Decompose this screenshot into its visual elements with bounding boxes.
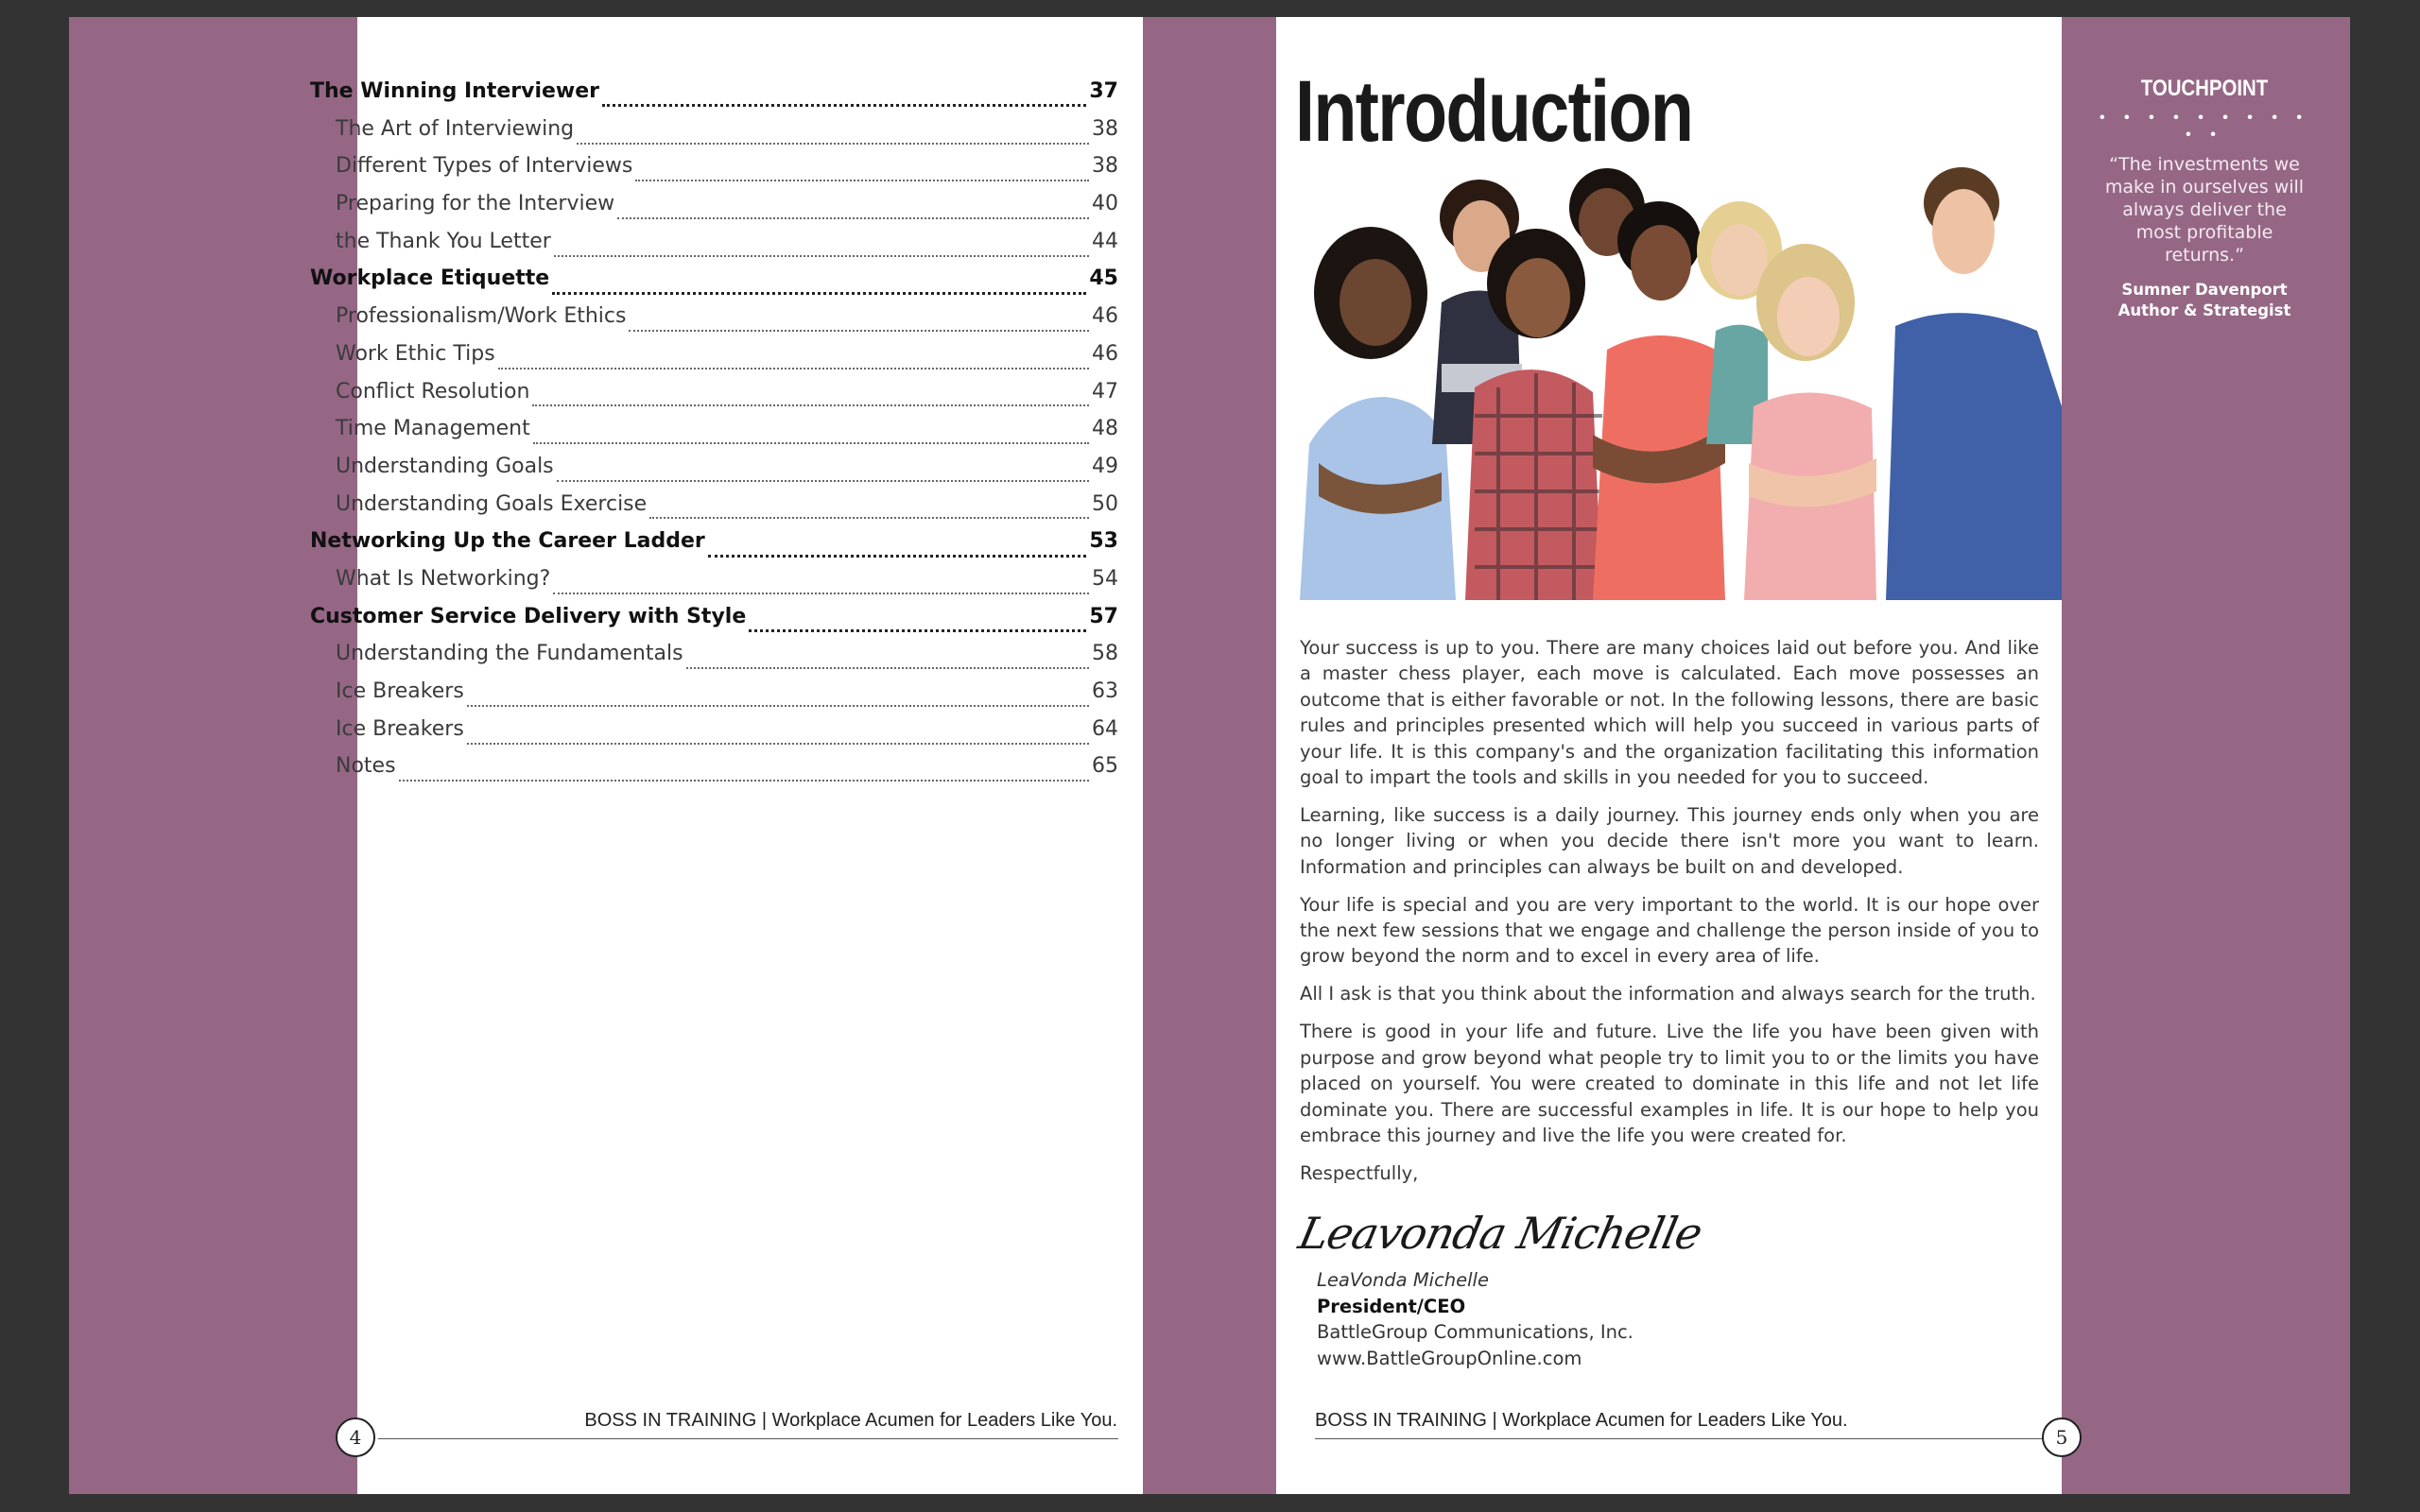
handwritten-signature: Leavonda Michelle — [1294, 1208, 1706, 1259]
toc-entry-page: 44 — [1092, 229, 1118, 253]
toc-entry-title: Workplace Etiquette — [310, 266, 550, 291]
toc-entry — [310, 605, 1118, 643]
toc-entry-title: Ice Breakers — [336, 716, 464, 741]
signer-role: President/CEO — [1317, 1295, 1466, 1317]
toc-dot-leader — [552, 292, 1086, 295]
sidebar-quote: “The investments we make in ourselves will always deliver the most profitable returns.” — [2104, 154, 2305, 266]
toc-entry — [310, 117, 1118, 155]
toc-entry — [310, 79, 1118, 117]
toc-entry — [310, 230, 1118, 267]
toc-entry-page: 64 — [1092, 716, 1118, 741]
signer-website: www.BattleGroupOnline.com — [1317, 1347, 1582, 1369]
toc-dot-leader — [602, 104, 1086, 107]
group-photo — [1281, 161, 2062, 600]
paragraph: Learning, like success is a daily journey. This journey ends only when you are no longer living or when you decide there isn't more you want to learn. Information and principles can always be built on and developed. — [1300, 803, 2039, 878]
toc-entry-title: Networking Up the Career Ladder — [310, 529, 705, 554]
toc-entry-page: 38 — [1092, 116, 1118, 141]
toc-entry — [310, 492, 1118, 530]
toc-entry-title: What Is Networking? — [336, 566, 551, 591]
toc-dot-leader — [467, 705, 1089, 707]
signature-block — [1317, 1267, 1634, 1371]
touchpoint-sidebar — [2091, 76, 2318, 321]
toc-entry-title: Time Management — [336, 417, 530, 441]
toc-entry-page: 45 — [1089, 266, 1118, 291]
page-title: Introduction — [1295, 63, 1693, 160]
toc-entry — [310, 154, 1118, 192]
toc-dot-leader — [532, 404, 1089, 406]
right-footer-line — [1315, 1438, 2043, 1439]
toc-entry-title: Ice Breakers — [336, 679, 464, 703]
group-photo-illustration — [1281, 161, 2062, 600]
toc-entry-page: 48 — [1092, 417, 1118, 441]
toc-entry-title: Notes — [336, 754, 396, 779]
toc-entry — [310, 717, 1118, 755]
toc-entry — [310, 342, 1118, 380]
toc-entry-title: Understanding Goals — [336, 454, 554, 478]
toc-entry — [310, 529, 1118, 567]
toc-dot-leader — [635, 180, 1089, 181]
toc-entry — [310, 192, 1118, 230]
table-of-contents — [310, 79, 1118, 792]
toc-entry — [310, 679, 1118, 717]
left-footer-line — [378, 1438, 1118, 1439]
toc-entry-page: 54 — [1092, 566, 1118, 591]
toc-dot-leader — [649, 517, 1089, 519]
paragraph: Your success is up to you. There are many choices laid out before you. And like a master chess player, each move is calculated. Each move possesses an outcome that is either favorable or not. In the following lessons, there are basic rules and principles presented which will help you succeed in various parts of your life. It is this company's and the organization facilitating this information goal to impart the tools and skills in you needed for you to succeed. — [1300, 637, 2039, 789]
sidebar-dots-divider: • • • • • • • • • • • — [2100, 110, 2309, 143]
sidebar-author — [2091, 280, 2318, 321]
toc-entry-title: Preparing for the Interview — [336, 192, 615, 216]
toc-entry — [310, 380, 1118, 418]
toc-entry-page: 37 — [1089, 79, 1118, 103]
toc-entry-page: 63 — [1092, 679, 1118, 703]
toc-entry-title: the Thank You Letter — [336, 229, 551, 253]
toc-dot-leader — [686, 667, 1089, 669]
toc-entry-page: 46 — [1092, 304, 1118, 329]
left-footer-text: BOSS IN TRAINING | Workplace Acumen for Leaders Like You. — [584, 1410, 1117, 1431]
right-footer-text: BOSS IN TRAINING | Workplace Acumen for Leaders Like You. — [1315, 1410, 1848, 1431]
toc-entry — [310, 304, 1118, 342]
toc-entry-page: 50 — [1092, 491, 1118, 516]
toc-dot-leader — [557, 480, 1089, 482]
toc-entry — [310, 754, 1118, 792]
toc-dot-leader — [749, 629, 1086, 632]
toc-dot-leader — [399, 780, 1089, 782]
toc-entry-title: Understanding the Fundamentals — [336, 642, 683, 666]
left-page-number: 4 — [336, 1418, 375, 1457]
toc-entry-title: The Winning Interviewer — [310, 79, 600, 103]
toc-entry-title: Conflict Resolution — [336, 379, 530, 404]
paragraph: All I ask is that you think about the information and always search for the truth. — [1300, 983, 2036, 1005]
toc-entry-title: Customer Service Delivery with Style — [310, 604, 747, 628]
paragraph: There is good in your life and future. Live the life you have been given with purpose and grow beyond what people try to limit you to or the limits you have placed on yourself. You were created to dominate in this life and not let life dominate you. There are successful examples in life. It is our hope to help you embrace this journey and live the life you were created for. — [1300, 1021, 2039, 1146]
toc-dot-leader — [533, 442, 1089, 444]
toc-dot-leader — [629, 330, 1089, 332]
toc-dot-leader — [467, 743, 1089, 745]
toc-entry-page: 49 — [1092, 454, 1118, 478]
sidebar-title: TOUCHPOINT — [2140, 76, 2269, 101]
toc-entry-page: 46 — [1092, 341, 1118, 366]
signer-name: LeaVonda Michelle — [1317, 1269, 1489, 1291]
sidebar-author-title: Author & Strategist — [2118, 301, 2291, 319]
sidebar-author-name: Sumner Davenport — [2121, 281, 2288, 299]
toc-entry-page: 57 — [1089, 604, 1118, 628]
toc-entry-title: The Art of Interviewing — [336, 116, 575, 141]
toc-entry-title: Understanding Goals Exercise — [336, 491, 648, 516]
toc-dot-leader — [498, 368, 1089, 369]
toc-dot-leader — [617, 217, 1089, 219]
closing: Respectfully, — [1300, 1161, 1419, 1184]
toc-entry-page: 58 — [1092, 642, 1118, 666]
toc-entry-page: 40 — [1092, 192, 1118, 216]
toc-dot-leader — [554, 255, 1089, 257]
toc-entry — [310, 266, 1118, 304]
paragraph: Your life is special and you are very important to the world. It is our hope over the next few sessions that we engage and challenge the person inside of you to grow beyond the norm and to excel in every area of life. — [1300, 893, 2039, 968]
toc-dot-leader — [708, 555, 1087, 558]
signer-company: BattleGroup Communications, Inc. — [1317, 1321, 1634, 1344]
toc-dot-leader — [553, 593, 1089, 594]
toc-entry-page: 38 — [1092, 154, 1118, 179]
toc-entry-page: 47 — [1092, 379, 1118, 404]
toc-entry-page: 65 — [1092, 754, 1118, 779]
right-page-number: 5 — [2042, 1418, 2082, 1457]
toc-entry — [310, 455, 1118, 492]
toc-entry-title: Different Types of Interviews — [336, 154, 633, 179]
toc-entry-title: Professionalism/Work Ethics — [336, 304, 627, 329]
introduction-body — [1300, 635, 2039, 1198]
toc-entry-title: Work Ethic Tips — [336, 341, 495, 366]
toc-entry-page: 53 — [1089, 529, 1118, 554]
toc-entry — [310, 417, 1118, 455]
toc-entry — [310, 567, 1118, 605]
toc-entry — [310, 642, 1118, 679]
toc-dot-leader — [577, 143, 1089, 145]
